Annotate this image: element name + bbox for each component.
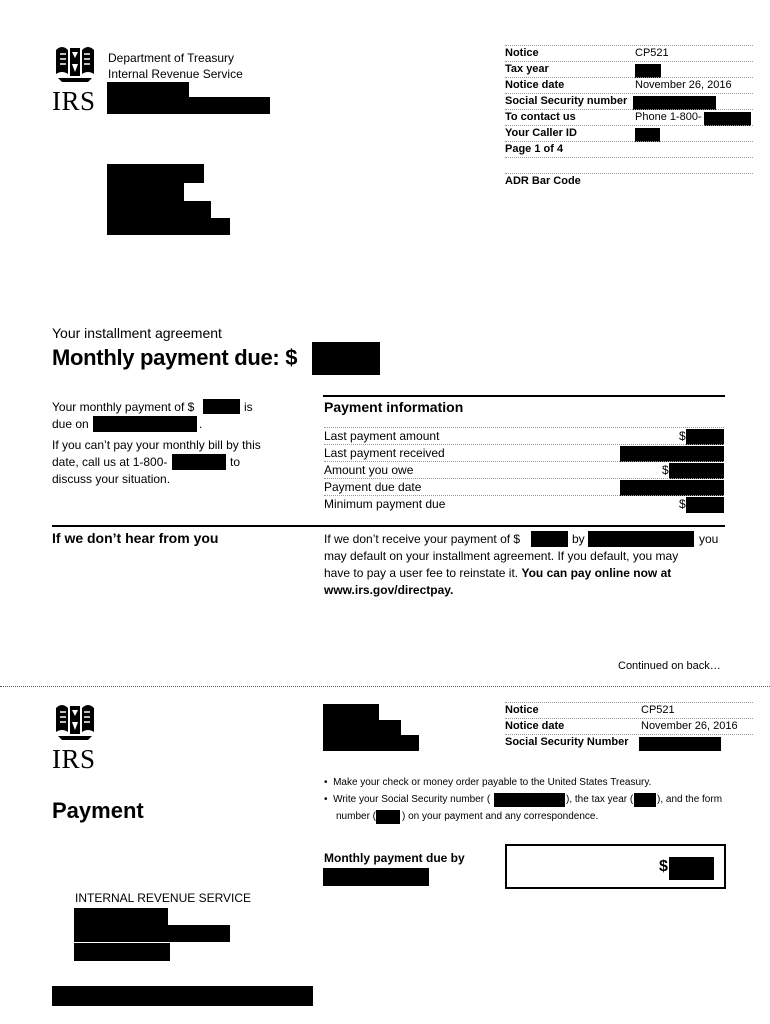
adr-row: ADR Bar Code [505,173,753,190]
text: by [572,532,585,546]
redaction [323,720,401,735]
header-row: Notice date November 26, 2016 [505,718,753,735]
redaction [620,446,724,462]
eagle-emblem-icon [52,44,98,84]
redaction [323,868,429,886]
continued-on-back: Continued on back… [618,660,721,672]
payment-info-table [324,427,724,517]
section-rule [52,525,725,527]
redaction [172,454,226,470]
header-row: Social Security number [505,93,753,110]
text: have to pay a user fee to reinstate it. You can pay online now at [324,566,672,580]
redaction [74,943,170,961]
header-row: Your Caller ID [505,125,753,142]
text: If we don’t receive your payment of $ [324,532,521,546]
header-row: Social Security Number [505,734,753,751]
redaction [588,531,694,547]
header-row: Notice CP521 [505,702,753,719]
redaction [704,112,751,126]
payment-title: Payment [52,798,144,823]
stub-header-table [505,702,753,752]
text: is [244,400,253,414]
header-row: Notice date November 26, 2016 [505,77,753,94]
text: may default on your installment agreement. If you default, you may [324,549,679,563]
text: due on [52,417,89,431]
tear-line [0,686,770,687]
text: . [199,417,203,431]
redaction [669,857,714,880]
redaction [531,531,568,547]
payment-info-title: Payment information [324,399,464,415]
redaction [74,908,168,925]
redaction [312,342,380,375]
table-row: Amount you owe $ [324,461,724,479]
header-row: Tax year [505,61,753,78]
table-row: Payment due date [324,478,724,496]
irs-logo [52,44,100,116]
scanline-redaction [52,986,313,1006]
agency-name: Department of Treasury Internal Revenue Service [108,51,243,81]
redaction [107,183,184,201]
text: ) on your payment and any correspondence. [402,811,599,822]
dollar-sign: $ [659,858,668,875]
call-us-paragraph: If you can’t pay your monthly bill by this [52,438,261,452]
redaction [107,201,211,218]
text: date, call us at 1-800- [52,455,168,469]
text: to [230,455,241,469]
irs-wordmark: IRS [52,744,96,774]
redaction [203,399,240,414]
redaction [634,793,656,807]
table-row: Last payment received [324,444,724,462]
redaction [74,925,230,942]
redaction [620,480,724,496]
payment-info-rule [323,395,725,397]
eagle-emblem-icon [52,702,98,742]
redaction [686,497,724,513]
text: ), the tax year ( [566,794,634,805]
text: number ( [336,811,377,822]
redaction [107,82,189,97]
redaction [669,463,724,479]
text: you [699,532,719,546]
text: ), and the form [657,794,723,805]
redaction [107,218,230,235]
redaction [323,704,379,720]
redaction [686,429,724,445]
header-divider [505,157,753,159]
redaction [633,96,716,110]
irs-logo [52,702,100,774]
redaction [323,735,419,751]
irs-wordmark: IRS [52,86,96,116]
agreement-subtitle: Your installment agreement [52,325,222,341]
bullet-payable: • Make your check or money order payable to the United States Treasury. [324,777,652,788]
no-hear-title: If we don’t hear from you [52,530,219,546]
directpay-url: www.irs.gov/directpay. [324,583,454,597]
table-row: Minimum payment due $ [324,495,724,513]
bullet-write-info: • Write your Social Security number ( [324,794,491,805]
redaction [635,64,661,78]
redaction [376,810,400,824]
notice-header-table [505,45,753,187]
header-row: To contact us Phone 1-800- [505,109,753,126]
addressee: INTERNAL REVENUE SERVICE [75,891,252,905]
redaction [494,793,565,807]
header-row: Page 1 of 4 [505,141,753,158]
redaction [635,128,660,142]
header-row: Notice CP521 [505,45,753,62]
due-by-label: Monthly payment due by [324,851,465,865]
table-row: Last payment amount $ [324,427,724,445]
monthly-payment-headline: Monthly payment due: $ [52,345,298,370]
redaction [639,737,721,751]
amount-enclosed-box[interactable] [505,844,726,889]
redaction [93,416,197,432]
text: discuss your situation. [52,472,171,486]
payment-due-paragraph: Your monthly payment of $ [52,400,195,414]
redaction [107,164,204,183]
redaction [107,97,270,114]
